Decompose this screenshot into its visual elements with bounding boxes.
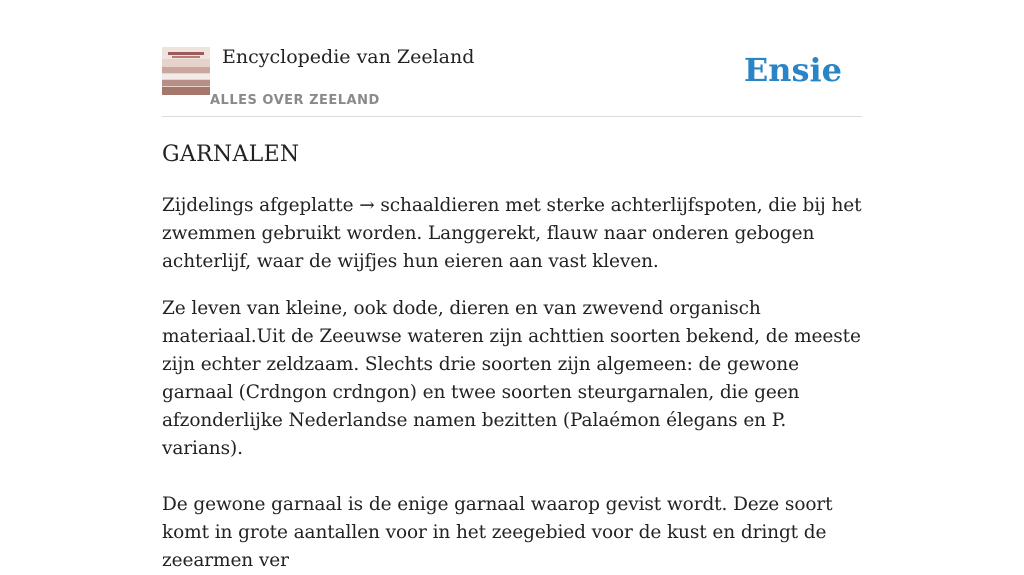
article-paragraph: Ze leven van kleine, ook dode, dieren en van zwevend organisch materiaal.Uit de Zeeuwse wateren zijn achttien soorten bekend, de meeste zijn echter zeldzaam. Slechts drie soorten zijn algemeen: de gewone garnaal (Crdngon crdngon) en twee soorten steurgarnalen, die geen afzonderlijke Nederlandse namen bezitten (Palaémon élegans en P. varians).	[162, 298, 861, 459]
site-avatar[interactable]	[162, 47, 210, 95]
brand-logo[interactable]: Ensie	[743, 51, 842, 89]
site-title[interactable]: Encyclopedie van Zeeland	[222, 46, 475, 68]
article-paragraph: Zijdelings afgeplatte → schaaldieren met sterke achterlijfspoten, die bij het zwemmen gebruikt worden. Langgerekt, flauw naar onderen gebogen achterlijf, waar de wijfjes hun eieren aan vast kleven.	[162, 195, 862, 272]
article-title: GARNALEN	[162, 142, 300, 167]
avatar-image	[162, 47, 210, 95]
site-header	[162, 40, 862, 117]
article	[162, 138, 862, 575]
article-paragraph: De gewone garnaal is de enige garnaal waarop gevist wordt. Deze soort komt in grote aantallen voor in het zeegebied voor de kust en dringt de zeearmen ver	[162, 494, 833, 571]
site-subtitle: ALLES OVER ZEELAND	[210, 93, 380, 108]
